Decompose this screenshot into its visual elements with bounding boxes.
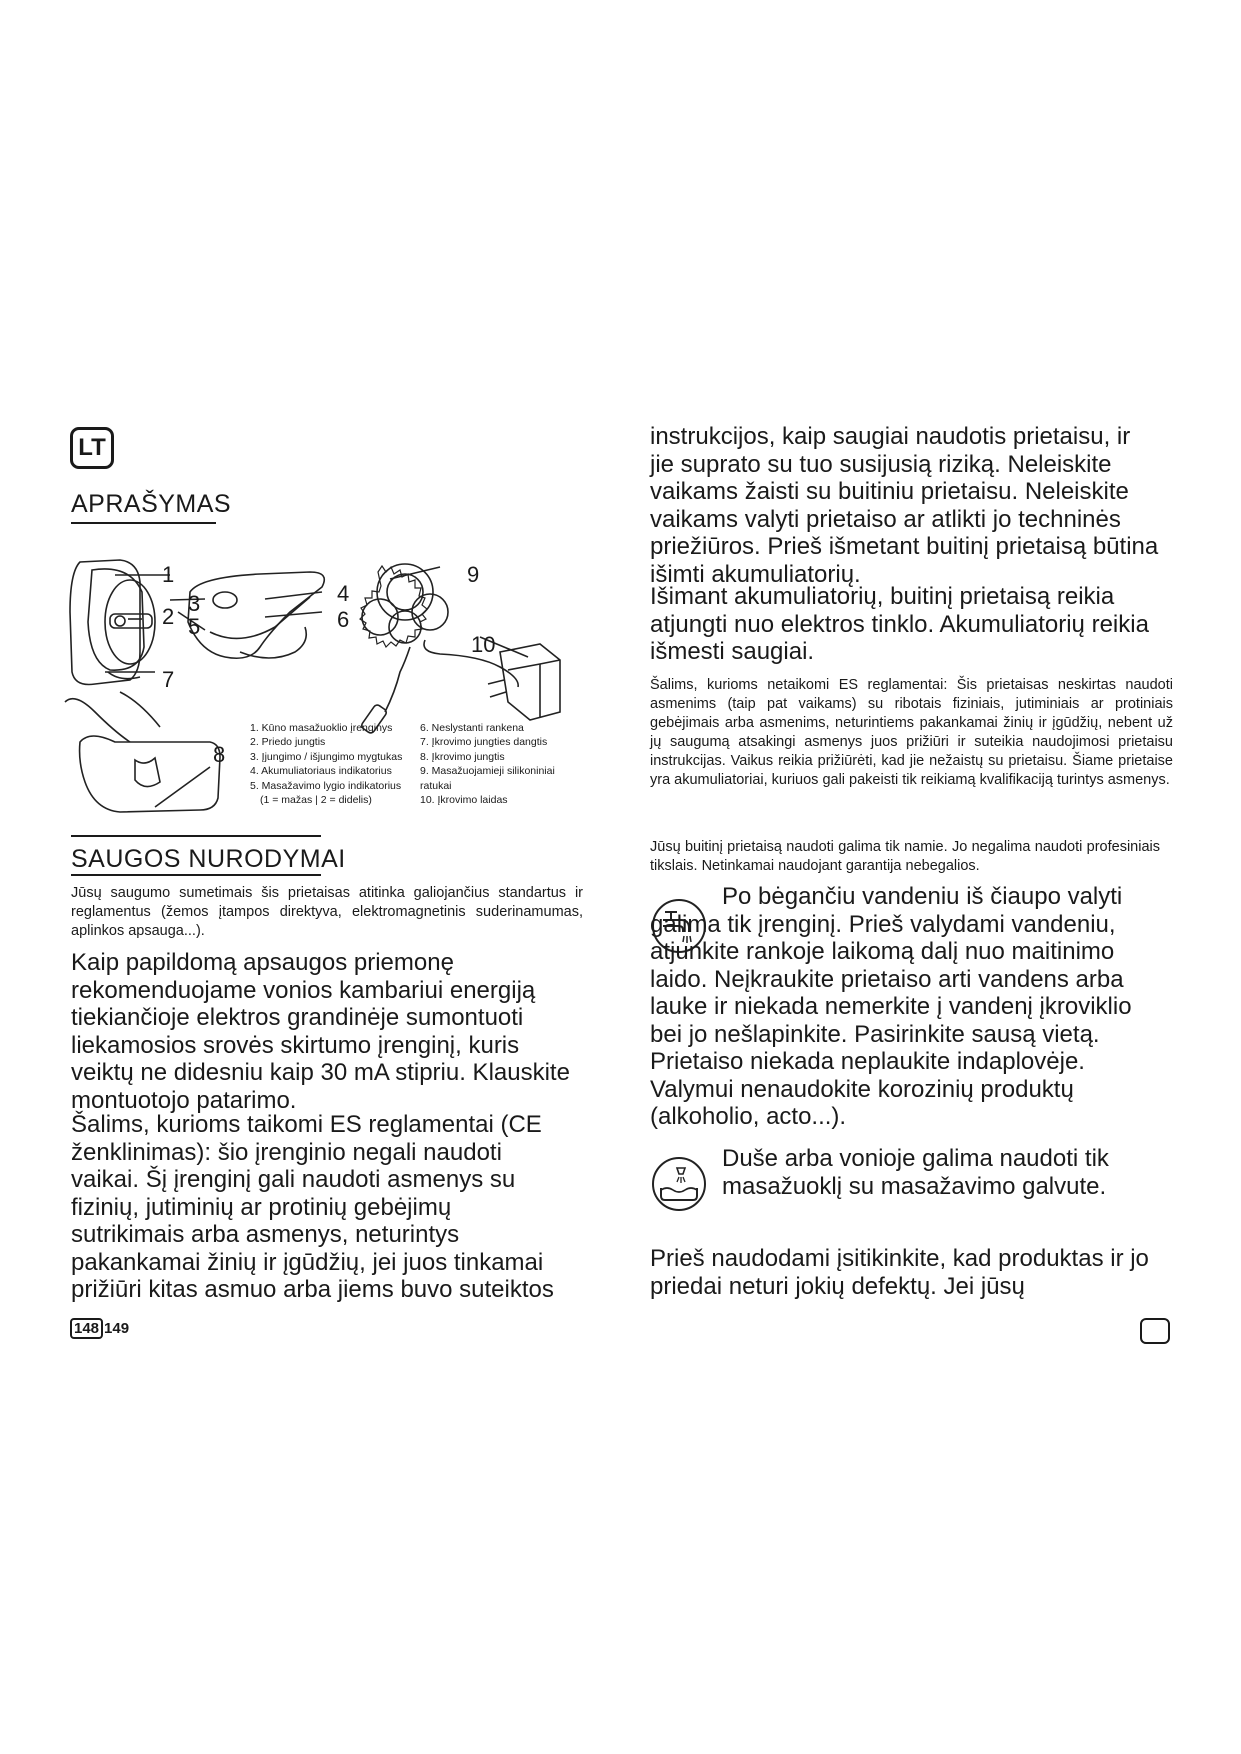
callout-3: 3 [188,591,201,616]
safety-eu-paragraph: Šalims, kurioms taikomi ES reglamentai (CE ženklinimas): šio įrenginio negali naudoti vaikai. Šį įrenginį gali naudoti asmenys su fizinių, jutiminių ar protinių gebėjimų sutrikimais arba asmenys, neturintys pakankamai žinių ir įgūdžių, jei juos tinkamai prižiūri kitas asmuo arba jiems buvo suteiktos [71,1111,554,1303]
attachment-connector [105,580,155,664]
legend-item: 1. Kūno masažuoklio įrenginys [250,722,393,734]
legend-right [420,721,555,807]
instructions-continuation: instrukcijos, kaip saugiai naudotis prietaisu, ir jie suprato su tuo susijusią riziką. Neleiskite vaikams žaisti su buitiniu prietaisu. Neleiskite vaikams valyti prietaiso ar atlikti jo techninės priežiūros. Prieš išmetant buitinį prietaisą būtina išimti akumuliatorių. [650,423,1159,588]
check-defects-paragraph: Prieš naudodami įsitikinkite, kad produktas ir jo priedai neturi jokių defektų. Jei jūsų [650,1245,1149,1300]
safety-intro: Jūsų saugumo sumetimais šis prietaisas atitinka galiojančius standartus ir reglamentus (žemos įtampos direktyva, elektromagnetinis suderinamumas, aplinkos apsauga...). [71,885,583,939]
page-corner-box [1140,1318,1170,1344]
safety-title-rule [71,835,321,837]
description-title-rule [71,522,216,524]
legend-item: 8. Įkrovimo jungtis [420,750,505,763]
legend-item: 10. Įkrovimo laidas [420,794,508,807]
safety-title-underline [71,874,321,876]
legend-item: 5. Masažavimo lygio indikatorius [250,779,402,792]
water-paragraph-text: Po bėgančiu vandeniu iš čiaupo valyti galima tik įrenginį. Prieš valydami vandeniu, atjunkite rankoje laikomą dalį nuo maitinimo laido. Neįkraukite prietaiso arti vandens arba lauke ir niekada nemerkite į vandenį įkroviklio bei jo nešlapinkite. Pasirinkite sausą vietą. Prietaiso niekada neplaukite indaplovėje. Valymui nenaudokite korozinių produktų (alkoholio, acto...). [650,883,1132,1130]
page-number-right: 149 [104,1320,130,1337]
callout-5: 5 [188,614,201,639]
shower-paragraph: Duše arba vonioje galima naudoti tik masažuoklį su masažavimo galvute. [722,1145,1109,1200]
non-eu-paragraph: Šalims, kurioms netaikomi ES reglamentai: Šis prietaisas neskirtas naudoti asmenims (taip pat vaikams) su ribotais fiziniais, jutiminiais ar protiniais gebėjimais arba asmenims, neturintiems pakankamai žinių ir įgūdžių, nebent už jų saugumą atsakingi asmenys juos prižiūri ir suteikia naudojimosi prietaisu instrukcijas. Vaikus reikia prižiūrėti, kad jie nežaistų su prietaisu. Šiame prietaise yra akumuliatoriai, kuriuos gali pakeisti tik reikiamą kvalifikaciją turintys asmenys. [650,677,1173,788]
legend-item: 3. Įjungimo / išjungimo mygtukas [250,750,403,763]
water-paragraph [650,883,1165,1131]
legend-item: 4. Akumuliatoriaus indikatorius [250,765,392,778]
safety-rcd-paragraph: Kaip papildomą apsaugos priemonę rekomenduojame vonios kambariui energiją tiekiančioje elektros grandinėje sumontuoti liekamosios srovės skirtumo įrenginį, kuris veiktų ne didesniu kaip 30 mA stipriu. Klauskite montuotojo patarimo. [71,949,570,1114]
language-badge: LT [70,427,114,469]
callout-8: 8 [213,742,226,767]
legend-item: 9. Masažuojamieji silikoniniai [420,765,555,778]
handle-outline [188,572,324,658]
legend-item: (1 = mažas | 2 = didelis) [260,794,372,807]
home-use-paragraph: Jūsų buitinį prietaisą naudoti galima tik namie. Jo negalima naudoti profesiniais tikslais. Netinkamai naudojant garantija nebegalios. [650,839,1160,874]
callout-2: 2 [162,604,175,629]
callout-6: 6 [337,607,350,632]
safety-title: SAUGOS NURODYMAI [71,845,346,873]
legend-item: 2. Priedo jungtis [250,736,326,749]
legend-item: ratukai [420,779,452,792]
legend-left [250,721,402,807]
callout-1: 1 [162,562,175,587]
legend-item: 7. Įkrovimo jungties dangtis [420,736,548,749]
page-number-left: 148 [70,1318,103,1339]
description-title: APRAŠYMAS [71,490,232,518]
callout-7: 7 [162,667,175,692]
bath-shower-icon [651,1156,707,1212]
callout-10: 10 [471,632,496,657]
callout-9: 9 [467,562,480,587]
charging-port-sketch [80,736,220,812]
callout-4: 4 [337,581,350,606]
battery-paragraph: Išimant akumuliatorių, buitinį prietaisą reikia atjungti nuo elektros tinklo. Akumuliatorių reikia išmesti saugiai. [650,583,1149,665]
legend-item: 6. Neslystanti rankena [420,722,524,734]
page-numbers [70,1318,129,1339]
